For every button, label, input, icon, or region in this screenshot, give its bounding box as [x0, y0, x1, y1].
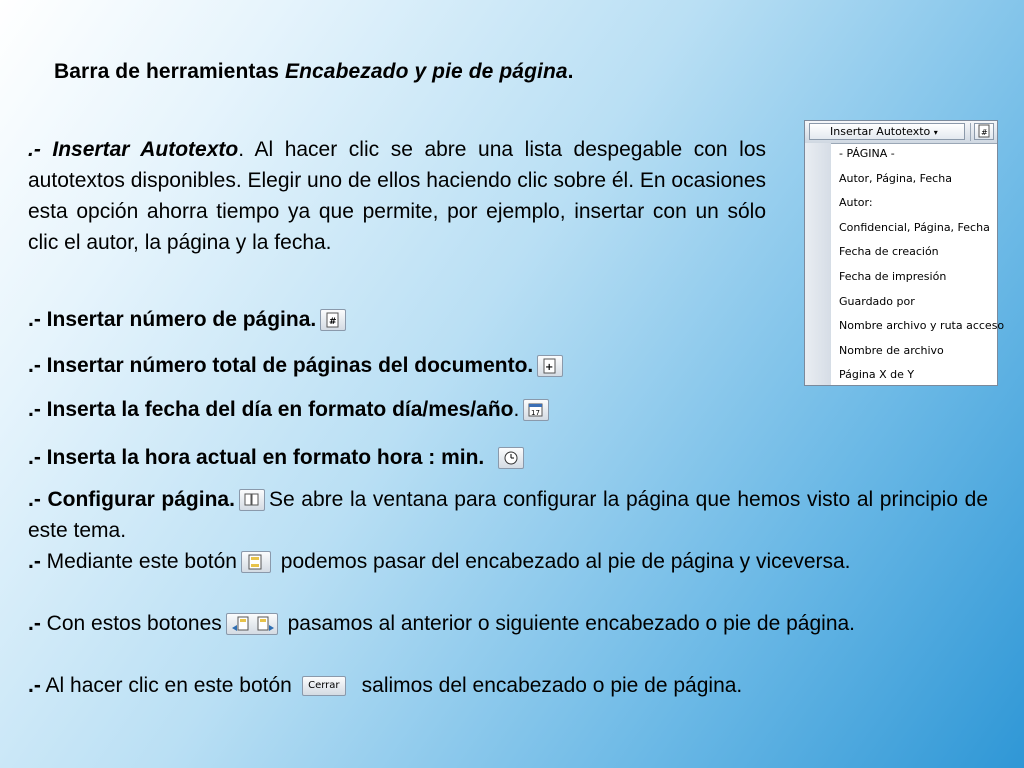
menu-item[interactable]: Página X de Y	[839, 368, 915, 382]
menu-item[interactable]: Fecha de impresión	[839, 269, 947, 283]
page-setup-icon[interactable]	[239, 489, 265, 511]
page-number-icon[interactable]	[974, 123, 994, 140]
page-number-item: .- Insertar número de página. #	[28, 304, 350, 335]
menu-item[interactable]: Fecha de creación	[839, 245, 939, 259]
prev-next-icon[interactable]	[226, 613, 278, 635]
total-pages-item: .- Insertar número total de páginas del documento. +	[28, 350, 567, 381]
insert-autotext-button[interactable]: Insertar Autotexto ▾	[809, 123, 965, 140]
autotexto-text: . Al hacer clic se abre una lista despegable con los autotextos disponibles. Elegir uno de ellos haciendo clic sobre él. En ocasiones esta opción ahorra tiempo ya que permite, por ejemplo, insertar con un sólo clic el autor, la página y la fecha.	[28, 138, 766, 254]
menu-item[interactable]: Autor, Página, Fecha	[839, 171, 952, 185]
configurar-paragraph: .- Configurar página. Se abre la ventana para configurar la página que hemos visto al principio de este tema.	[28, 488, 988, 542]
svg-text:#: #	[329, 317, 337, 328]
page-number-icon[interactable]	[320, 309, 346, 331]
autotexto-lead: .- Insertar Autotexto	[28, 138, 239, 161]
clock-icon[interactable]	[498, 447, 524, 469]
dropdown-toolbar	[805, 121, 997, 144]
menu-item[interactable]: - PÁGINA -	[839, 147, 895, 160]
menu-item[interactable]: Confidencial, Página, Fecha	[839, 220, 990, 234]
svg-text:#: #	[981, 128, 988, 137]
svg-text:+: +	[545, 362, 554, 374]
total-pages-icon[interactable]	[537, 355, 563, 377]
autotext-menu	[839, 147, 1004, 393]
toolbar-separator	[970, 123, 971, 141]
botones-paragraph: .- Con estos botones pasamos al anterior o siguiente encabezado o pie de página.	[28, 612, 856, 635]
autotexto-paragraph	[28, 134, 766, 258]
autotexto-dropdown	[804, 120, 1005, 386]
cerrar-paragraph: .- Al hacer clic en este botón Cerrar salimos del encabezado o pie de página.	[28, 674, 743, 697]
chevron-down-icon: ▾	[933, 128, 938, 137]
menu-item[interactable]: Nombre archivo y ruta acceso	[839, 319, 1005, 333]
menu-item[interactable]: Autor:	[839, 196, 873, 210]
switch-header-footer-icon[interactable]	[241, 551, 271, 573]
menu-gutter	[805, 143, 831, 385]
page-title: Barra de herramientas Encabezado y pie de página.	[54, 60, 574, 83]
menu-item[interactable]: Nombre de archivo	[839, 343, 944, 357]
mediante-paragraph: .- Mediante este botón podemos pasar del encabezado al pie de página y viceversa.	[28, 550, 851, 573]
svg-text:17: 17	[531, 409, 541, 418]
time-item: .- Inserta la hora actual en formato hora : min.	[28, 442, 528, 473]
close-button[interactable]: Cerrar	[302, 676, 346, 696]
calendar-icon[interactable]	[523, 399, 549, 421]
date-item: .- Inserta la fecha del día en formato día/mes/año. 17	[28, 394, 553, 425]
menu-item[interactable]: Guardado por	[839, 294, 915, 308]
